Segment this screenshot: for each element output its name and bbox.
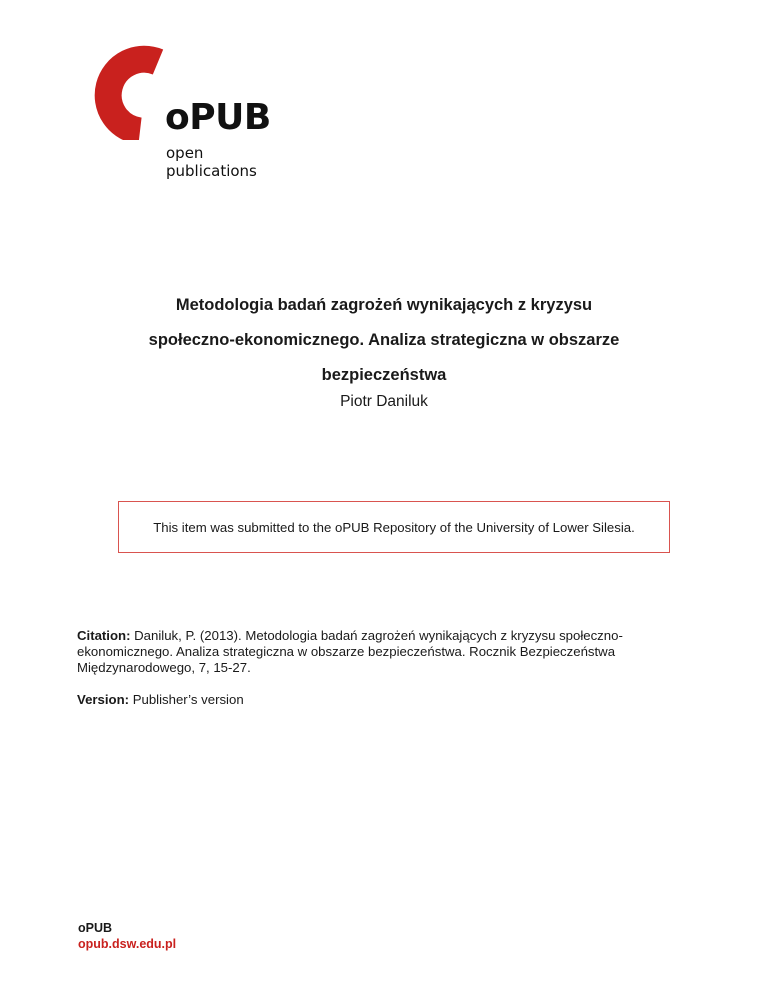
opub-logo [88, 40, 308, 190]
logo-subtitle-line2: publications [166, 162, 257, 180]
version-text: Publisher’s version [132, 692, 244, 707]
opub-logo-mark-icon [88, 40, 168, 140]
repository-notice-text: This item was submitted to the oPUB Repository of the University of Lower Silesia. [153, 519, 635, 535]
citation-text: Daniluk, P. (2013). Metodologia badań zagrożeń wynikających z kryzysu społeczno-ekonomicznego. Analiza strategiczna w obszarze bezpieczeństwa. Rocznik Bezpieczeństwa Międzynarodowego, 7, 15-27. [77, 628, 623, 675]
logo-brand-text: oPUB [165, 97, 271, 138]
footer-url-link[interactable]: opub.dsw.edu.pl [78, 937, 177, 951]
repository-notice-box [118, 501, 670, 553]
title-line-2: społeczno-ekonomicznego. Analiza strategiczna w obszarze [148, 331, 620, 349]
citation-block [77, 628, 677, 676]
footer [78, 920, 176, 952]
title-line-3: bezpieczeństwa [321, 366, 447, 384]
document-author: Piotr Daniluk [340, 393, 428, 410]
version-block [77, 692, 677, 708]
document-title [100, 288, 668, 393]
version-label: Version: [77, 692, 130, 707]
title-line-1: Metodologia badań zagrożeń wynikających z kryzysu [175, 296, 593, 314]
footer-brand: oPUB [78, 921, 113, 935]
logo-subtitle [166, 144, 257, 180]
logo-subtitle-line1: open [166, 144, 204, 162]
citation-label: Citation: [77, 628, 131, 643]
